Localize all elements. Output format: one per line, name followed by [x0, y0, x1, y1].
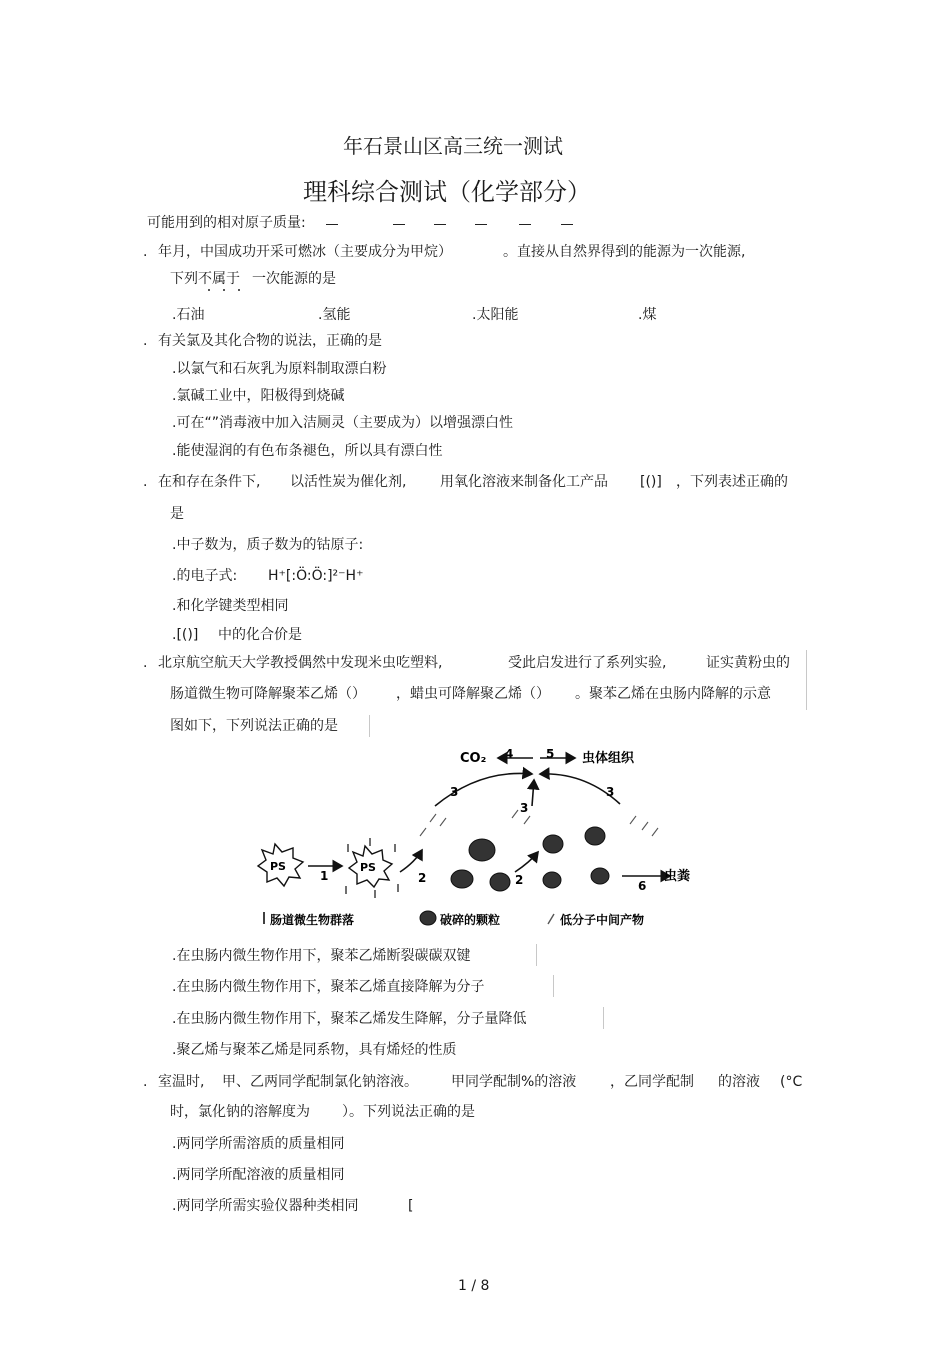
q2-option-a: .以氯气和石灰乳为原料制取漂白粉: [172, 361, 387, 377]
q4-stem: 肠道微生物可降解聚苯乙烯（）: [170, 686, 366, 702]
emphasis-dot: [238, 289, 240, 291]
q5-option-a: .两同学所需溶质的质量相同: [172, 1136, 345, 1152]
exam-title: 年石景山区高三统一测试: [343, 134, 563, 158]
margin-line: [806, 650, 807, 710]
broken-particle-icon: [543, 872, 561, 888]
blank-dash: [434, 224, 446, 225]
bracket-mark: [: [408, 1198, 414, 1214]
legend-intermediates: 低分子中间产物: [560, 913, 645, 927]
particle-legend-icon: [420, 911, 436, 925]
q3-stem: 是: [170, 506, 184, 522]
margin-line: [553, 975, 554, 997]
ps-label: PS: [360, 861, 376, 874]
q4-stem: 。聚苯乙烯在虫肠内降解的示意: [575, 686, 771, 702]
margin-line: [369, 715, 370, 737]
broken-particle-icon: [543, 835, 563, 853]
q5-stem: ，乙同学配制: [610, 1074, 694, 1090]
step-1-label: 1: [320, 869, 329, 883]
step-2-label: 2: [515, 873, 524, 887]
q3-option-b: .的电子式:: [172, 568, 238, 584]
q4-option-c: .在虫肠内微生物作用下，聚苯乙烯发生降解，分子量降低: [172, 1011, 527, 1027]
q1-stem: 一次能源的是: [252, 271, 336, 287]
q4-stem: ，蜡虫可降解聚乙烯（）: [396, 686, 550, 702]
q2-number: .: [143, 333, 148, 349]
blank-dash: [326, 224, 338, 225]
ps-degradation-diagram: [250, 744, 700, 934]
q1-option-c: .太阳能: [472, 307, 519, 323]
arrow-2: [515, 852, 538, 872]
step-3-label: 3: [606, 785, 615, 799]
q4-option-d: .聚乙烯与聚苯乙烯是同系物，具有烯烃的性质: [172, 1042, 457, 1058]
q3-option-a: .中子数为，质子数为的钴原子:: [172, 537, 364, 553]
step-6-label: 6: [638, 879, 647, 893]
q5-number: .: [143, 1074, 148, 1090]
q4-option-a: .在虫肠内微生物作用下，聚苯乙烯断裂碳碳双键: [172, 948, 471, 964]
q5-stem: 的溶液: [718, 1074, 760, 1090]
emphasis-dot: [208, 289, 210, 291]
q3-option-c: .和化学键类型相同: [172, 598, 289, 614]
q5-option-c: .两同学所需实验仪器种类相同: [172, 1198, 359, 1214]
broken-particle-icon: [490, 873, 510, 891]
q2-option-c: .可在“”消毒液中加入洁厕灵（主要成为）以增强漂白性: [172, 415, 513, 431]
q1-stem: 下列不属于: [170, 271, 240, 287]
margin-line: [536, 944, 537, 966]
margin-line: [603, 1007, 604, 1029]
q3-option-d: .[()]: [172, 627, 199, 643]
q1-option-b: .氢能: [318, 307, 351, 323]
broken-particle-icon: [451, 870, 473, 888]
broken-particle-icon: [469, 839, 495, 861]
q1-number: .: [143, 244, 148, 260]
tissue-label: 虫体组织: [582, 751, 635, 766]
q5-stem: ）。下列说法正确的是: [342, 1104, 475, 1120]
blank-dash: [393, 224, 405, 225]
q4-number: .: [143, 655, 148, 671]
step-3-label: 3: [520, 801, 529, 815]
q3-stem: 以活性炭为催化剂,: [290, 474, 407, 490]
q1-stem: 年月，中国成功开采可燃冰（主要成分为甲烷）: [158, 244, 452, 260]
q3-stem: [()]: [640, 474, 662, 490]
broken-particle-icon: [585, 827, 605, 845]
q3-number: .: [143, 474, 148, 490]
exam-subtitle: 理科综合测试（化学部分）: [303, 178, 591, 206]
page-number: 1 / 8: [458, 1278, 490, 1294]
legend-microbes: 肠道微生物群落: [270, 913, 355, 927]
blank-dash: [475, 224, 487, 225]
q5-stem: 甲、乙两同学配制氯化钠溶液。: [222, 1074, 418, 1090]
arrow-3: [532, 780, 534, 806]
intermediate-legend-icon: [548, 914, 554, 924]
ps-label: PS: [270, 860, 286, 873]
q5-stem: 甲同学配制%的溶液: [451, 1074, 577, 1090]
atomic-mass-label: 可能用到的相对原子质量:: [147, 215, 306, 231]
electron-formula: H⁺[:Ö:Ö:]²⁻H⁺: [268, 568, 364, 584]
step-4-label: 4: [505, 747, 514, 761]
q1-option-d: .煤: [638, 307, 657, 323]
blank-dash: [519, 224, 531, 225]
q5-stem: (°C: [780, 1074, 803, 1090]
q3-stem: 在和存在条件下,: [158, 474, 261, 490]
q5-stem: 时，氯化钠的溶解度为: [170, 1104, 310, 1120]
q2-option-b: .氯碱工业中，阳极得到烧碱: [172, 388, 345, 404]
step-2-label: 2: [418, 871, 427, 885]
step-3-label: 3: [450, 785, 459, 799]
q3-stem: ，下列表述正确的: [676, 474, 788, 490]
q5-stem: 室温时,: [158, 1074, 205, 1090]
q4-stem: 图如下，下列说法正确的是: [170, 718, 338, 734]
q4-stem: 受此启发进行了系列实验,: [508, 655, 667, 671]
q3-option-d: 中的化合价是: [218, 627, 302, 643]
q2-option-d: .能使湿润的有色布条褪色，所以具有漂白性: [172, 443, 443, 459]
q1-option-a: .石油: [172, 307, 205, 323]
feces-label: 虫粪: [664, 869, 691, 884]
blank-dash: [561, 224, 573, 225]
q4-stem: 北京航空航天大学教授偶然中发现米虫吃塑料,: [158, 655, 443, 671]
q1-stem: 。直接从自然界得到的能源为一次能源,: [503, 244, 746, 260]
arrow-2: [400, 850, 422, 872]
q4-stem: 证实黄粉虫的: [706, 655, 790, 671]
q4-option-b: .在虫肠内微生物作用下，聚苯乙烯直接降解为分子: [172, 979, 485, 995]
emphasis-dot: [223, 289, 225, 291]
q2-stem: 有关氯及其化合物的说法，正确的是: [158, 333, 382, 349]
q3-stem: 用氧化溶液来制备化工产品: [440, 474, 608, 490]
q5-option-b: .两同学所配溶液的质量相同: [172, 1167, 345, 1183]
legend-particles: 破碎的颗粒: [440, 913, 501, 927]
broken-particle-icon: [591, 868, 609, 884]
co2-label: CO₂: [460, 751, 487, 766]
step-5-label: 5: [546, 747, 555, 761]
